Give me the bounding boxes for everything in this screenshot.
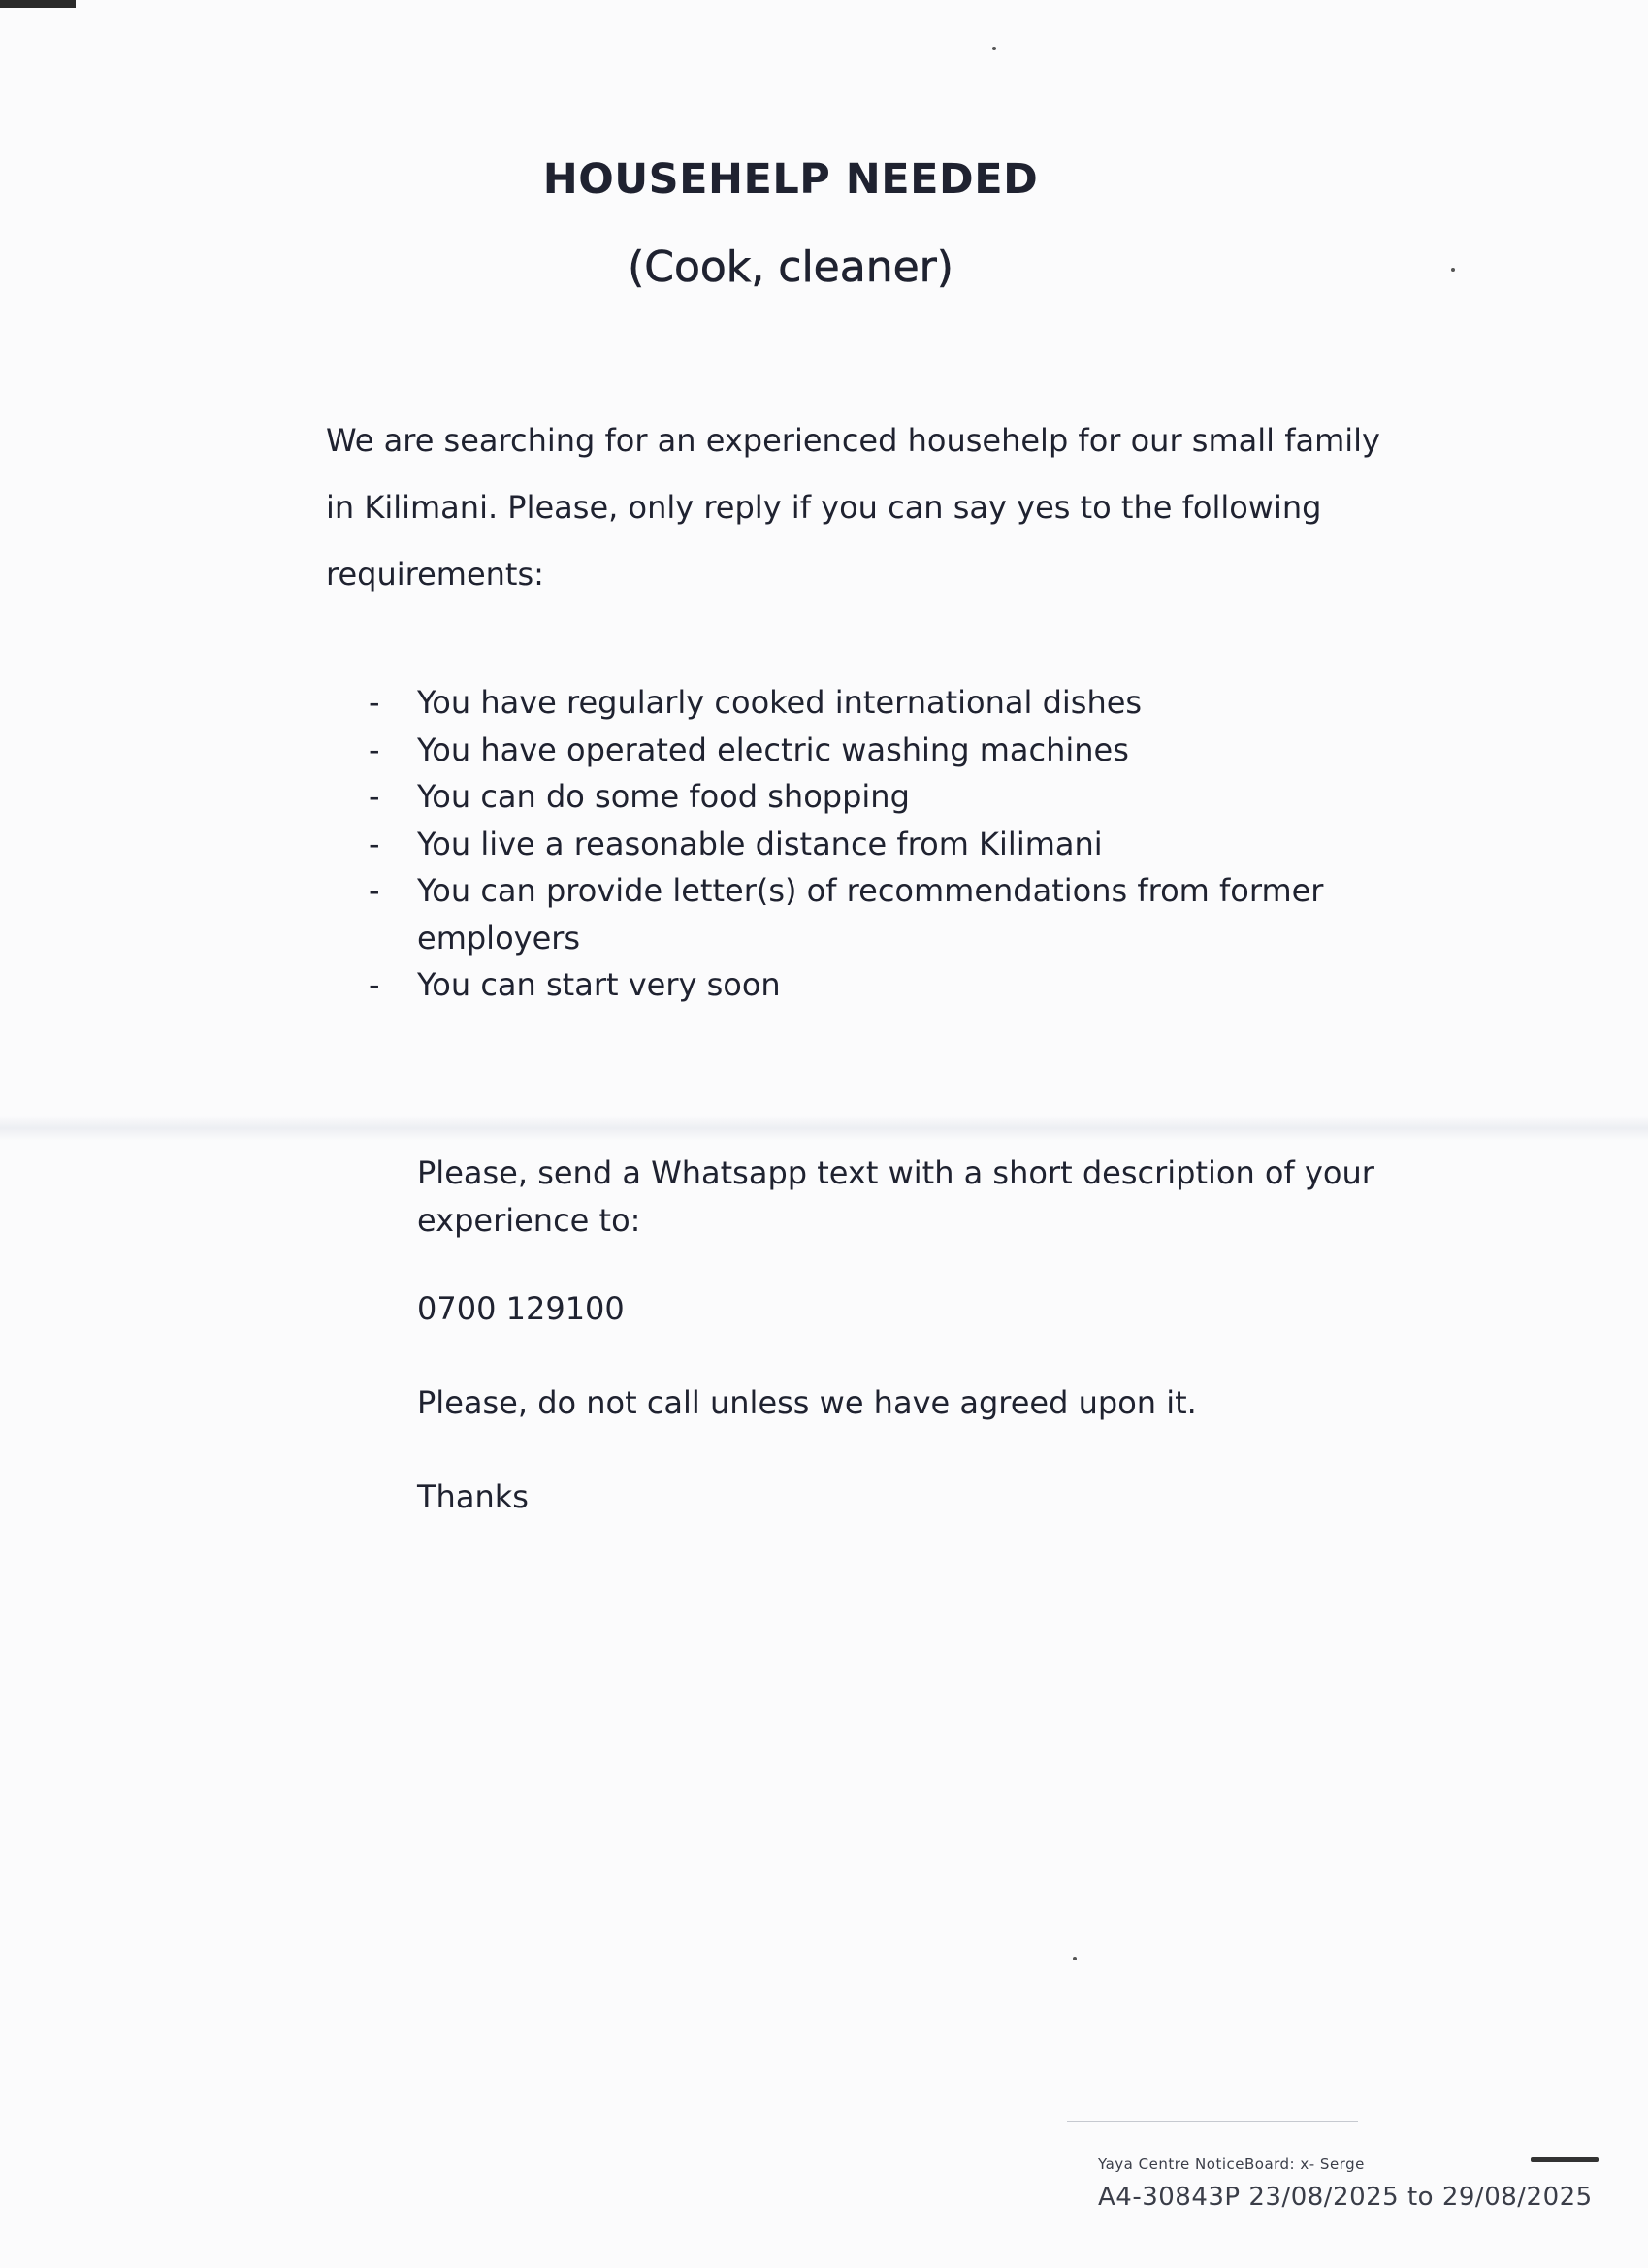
- scan-speck: [1073, 1957, 1077, 1960]
- bullet-dash: -: [369, 872, 380, 909]
- notice-title: HOUSEHELP NEEDED: [542, 155, 1039, 204]
- requirement-text: You can provide letter(s) of recommendations from former employers: [417, 872, 1324, 956]
- requirement-item: [369, 867, 1387, 961]
- noticeboard-stamp: [1067, 2121, 1610, 2227]
- requirement-text: You can do some food shopping: [417, 778, 910, 815]
- requirement-item: [369, 727, 1387, 774]
- bullet-dash: -: [369, 825, 380, 862]
- scan-speck: [992, 47, 996, 50]
- intro-paragraph: We are searching for an experienced househelp for our small family in Kilimani. Please, only reply if you can say yes to the following requirements:: [326, 422, 1380, 593]
- phone-number: 0700 129100: [417, 1290, 625, 1327]
- requirement-text: You have regularly cooked international dishes: [417, 684, 1143, 721]
- bullet-dash: -: [369, 966, 380, 1003]
- no-call-note: Please, do not call unless we have agreed upon it.: [417, 1384, 1197, 1421]
- requirement-text: You live a reasonable distance from Kilimani: [417, 825, 1103, 862]
- bullet-dash: -: [369, 778, 380, 815]
- requirements-list: [369, 679, 1387, 1009]
- stamp-board-line: Yaya Centre NoticeBoard: x- Serge: [1098, 2155, 1365, 2173]
- requirement-text: You can start very soon: [417, 966, 781, 1003]
- bullet-dash: -: [369, 684, 380, 721]
- requirement-text: You have operated electric washing machines: [417, 730, 1129, 768]
- contact-instructions: Please, send a Whatsapp text with a short description of your experience to:: [417, 1154, 1374, 1239]
- requirement-item: [369, 773, 1387, 821]
- scan-corner-mark: [0, 0, 76, 8]
- stamp-date-line: A4-30843P 23/08/2025 to 29/08/2025: [1098, 2183, 1593, 2212]
- requirement-item: [369, 821, 1387, 868]
- stamp-redaction-mark: [1531, 2157, 1599, 2162]
- requirement-item: [369, 961, 1387, 1009]
- paper-fold-line: [0, 1116, 1648, 1141]
- requirement-item: [369, 679, 1387, 727]
- closing-thanks: Thanks: [417, 1478, 529, 1515]
- bullet-dash: -: [369, 730, 380, 768]
- notice-subtitle: (Cook, cleaner): [628, 243, 953, 292]
- stamp-rule: [1067, 2121, 1358, 2122]
